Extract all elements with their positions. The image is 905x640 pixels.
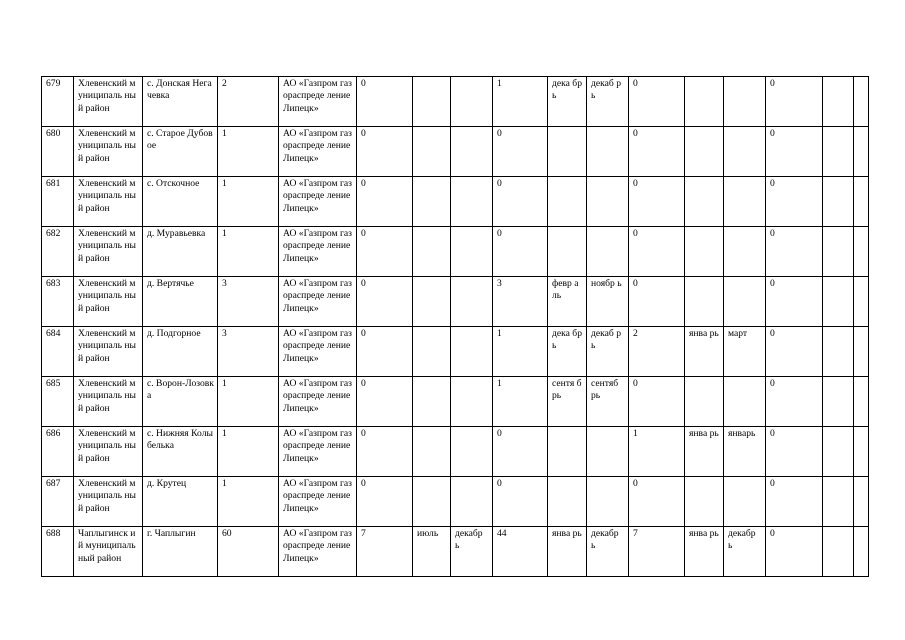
cell-number: 684 — [42, 327, 74, 377]
cell-value-1: 0 — [357, 427, 413, 477]
cell-value-4: 0 — [766, 127, 823, 177]
cell-value-4: 0 — [766, 177, 823, 227]
table-row — [42, 427, 869, 477]
cell-month-3-end — [724, 277, 766, 327]
cell-settlement: д. Вертячье — [143, 277, 218, 327]
cell-empty-2 — [854, 127, 869, 177]
cell-operator: АО «Газпром газораспреде ление Липецк» — [279, 427, 357, 477]
cell-value-4: 0 — [766, 77, 823, 127]
cell-count: 1 — [218, 177, 279, 227]
table-row — [42, 227, 869, 277]
cell-month-1-end — [451, 327, 493, 377]
cell-month-2-start — [548, 177, 587, 227]
cell-district: Хлевенский муниципаль ный район — [74, 227, 143, 277]
cell-value-1: 0 — [357, 477, 413, 527]
table-row — [42, 127, 869, 177]
cell-count: 1 — [218, 127, 279, 177]
cell-value-1: 7 — [357, 527, 413, 577]
cell-count: 2 — [218, 77, 279, 127]
cell-empty-1 — [823, 177, 854, 227]
cell-district: Хлевенский муниципаль ный район — [74, 427, 143, 477]
cell-month-1-end: декабр ь — [451, 527, 493, 577]
cell-month-2-end: декаб рь — [587, 327, 629, 377]
cell-settlement: д. Муравьевка — [143, 227, 218, 277]
cell-month-1-start — [413, 477, 451, 527]
cell-month-3-end: март — [724, 327, 766, 377]
cell-month-2-end: сентяб рь — [587, 377, 629, 427]
cell-district: Хлевенский муниципаль ный район — [74, 327, 143, 377]
cell-empty-1 — [823, 327, 854, 377]
cell-district: Хлевенский муниципаль ный район — [74, 377, 143, 427]
cell-empty-2 — [854, 277, 869, 327]
cell-month-1-start — [413, 327, 451, 377]
cell-month-1-start — [413, 77, 451, 127]
cell-settlement: г. Чаплыгин — [143, 527, 218, 577]
cell-operator: АО «Газпром газораспреде ление Липецк» — [279, 77, 357, 127]
cell-count: 1 — [218, 377, 279, 427]
cell-operator: АО «Газпром газораспреде ление Липецк» — [279, 527, 357, 577]
cell-empty-1 — [823, 527, 854, 577]
cell-value-3: 2 — [629, 327, 685, 377]
cell-district: Чаплыгинск ий муниципаль ный район — [74, 527, 143, 577]
cell-month-1-start: июль — [413, 527, 451, 577]
cell-district: Хлевенский муниципаль ный район — [74, 477, 143, 527]
cell-month-2-start: дека брь — [548, 77, 587, 127]
cell-value-2: 44 — [493, 527, 548, 577]
cell-value-1: 0 — [357, 327, 413, 377]
cell-number: 683 — [42, 277, 74, 327]
cell-month-1-end — [451, 77, 493, 127]
cell-month-2-start — [548, 227, 587, 277]
cell-value-4: 0 — [766, 427, 823, 477]
cell-month-3-end — [724, 477, 766, 527]
cell-count: 1 — [218, 227, 279, 277]
cell-district: Хлевенский муниципаль ный район — [74, 127, 143, 177]
cell-month-3-start: янва рь — [685, 327, 724, 377]
cell-empty-2 — [854, 227, 869, 277]
cell-empty-1 — [823, 127, 854, 177]
cell-value-3: 0 — [629, 127, 685, 177]
cell-month-2-start — [548, 127, 587, 177]
cell-operator: АО «Газпром газораспреде ление Липецк» — [279, 377, 357, 427]
cell-operator: АО «Газпром газораспреде ление Липецк» — [279, 227, 357, 277]
table-body — [42, 77, 869, 577]
cell-month-3-end — [724, 127, 766, 177]
cell-month-1-start — [413, 127, 451, 177]
cell-district: Хлевенский муниципаль ный район — [74, 277, 143, 327]
cell-month-2-end — [587, 177, 629, 227]
cell-value-1: 0 — [357, 177, 413, 227]
cell-number: 687 — [42, 477, 74, 527]
cell-number: 685 — [42, 377, 74, 427]
cell-month-2-start — [548, 427, 587, 477]
cell-value-4: 0 — [766, 377, 823, 427]
cell-value-3: 1 — [629, 427, 685, 477]
cell-value-2: 3 — [493, 277, 548, 327]
cell-month-3-start: янва рь — [685, 427, 724, 477]
cell-value-3: 0 — [629, 377, 685, 427]
cell-operator: АО «Газпром газораспреде ление Липецк» — [279, 327, 357, 377]
table-row — [42, 177, 869, 227]
cell-value-1: 0 — [357, 227, 413, 277]
cell-month-1-end — [451, 127, 493, 177]
cell-value-1: 0 — [357, 127, 413, 177]
cell-value-2: 0 — [493, 127, 548, 177]
cell-operator: АО «Газпром газораспреде ление Липецк» — [279, 127, 357, 177]
cell-number: 681 — [42, 177, 74, 227]
cell-value-3: 0 — [629, 227, 685, 277]
cell-month-2-end: ноябр ь — [587, 277, 629, 327]
cell-month-3-end — [724, 177, 766, 227]
cell-month-1-start — [413, 277, 451, 327]
cell-empty-2 — [854, 327, 869, 377]
cell-month-3-end — [724, 377, 766, 427]
cell-month-1-end — [451, 277, 493, 327]
cell-number: 680 — [42, 127, 74, 177]
cell-settlement: д. Крутец — [143, 477, 218, 527]
cell-count: 1 — [218, 477, 279, 527]
cell-number: 682 — [42, 227, 74, 277]
cell-month-3-end: январь — [724, 427, 766, 477]
cell-value-1: 0 — [357, 277, 413, 327]
cell-value-2: 0 — [493, 477, 548, 527]
cell-month-3-start — [685, 377, 724, 427]
cell-value-3: 0 — [629, 177, 685, 227]
cell-month-3-start: янва рь — [685, 527, 724, 577]
cell-empty-1 — [823, 277, 854, 327]
cell-empty-1 — [823, 377, 854, 427]
table-row — [42, 327, 869, 377]
cell-month-3-start — [685, 77, 724, 127]
cell-district: Хлевенский муниципаль ный район — [74, 177, 143, 227]
data-table — [41, 76, 869, 577]
table-row — [42, 277, 869, 327]
cell-month-2-end — [587, 127, 629, 177]
cell-month-3-end — [724, 227, 766, 277]
cell-value-2: 1 — [493, 77, 548, 127]
cell-count: 1 — [218, 427, 279, 477]
cell-operator: АО «Газпром газораспреде ление Липецк» — [279, 177, 357, 227]
cell-value-4: 0 — [766, 477, 823, 527]
cell-empty-1 — [823, 227, 854, 277]
cell-month-2-end: декаб рь — [587, 77, 629, 127]
cell-month-2-end: декабр ь — [587, 527, 629, 577]
cell-empty-2 — [854, 377, 869, 427]
cell-number: 688 — [42, 527, 74, 577]
cell-month-2-start: янва рь — [548, 527, 587, 577]
cell-value-3: 0 — [629, 477, 685, 527]
cell-month-1-start — [413, 177, 451, 227]
cell-month-1-start — [413, 227, 451, 277]
cell-district: Хлевенский муниципаль ный район — [74, 77, 143, 127]
cell-empty-1 — [823, 77, 854, 127]
cell-value-3: 7 — [629, 527, 685, 577]
cell-month-1-end — [451, 377, 493, 427]
cell-month-1-end — [451, 477, 493, 527]
cell-value-4: 0 — [766, 327, 823, 377]
cell-operator: АО «Газпром газораспреде ление Липецк» — [279, 277, 357, 327]
cell-value-2: 1 — [493, 327, 548, 377]
cell-count: 3 — [218, 327, 279, 377]
cell-settlement: с. Ворон-Лозовка — [143, 377, 218, 427]
cell-value-2: 1 — [493, 377, 548, 427]
cell-value-4: 0 — [766, 277, 823, 327]
cell-value-2: 0 — [493, 227, 548, 277]
cell-empty-2 — [854, 527, 869, 577]
cell-number: 679 — [42, 77, 74, 127]
cell-month-2-end — [587, 227, 629, 277]
cell-month-2-end — [587, 477, 629, 527]
cell-month-1-end — [451, 427, 493, 477]
cell-empty-2 — [854, 427, 869, 477]
cell-month-1-start — [413, 427, 451, 477]
cell-month-3-start — [685, 127, 724, 177]
table-row — [42, 77, 869, 127]
table-row — [42, 377, 869, 427]
cell-empty-1 — [823, 427, 854, 477]
cell-month-2-start: февр аль — [548, 277, 587, 327]
cell-value-1: 0 — [357, 377, 413, 427]
cell-month-3-start — [685, 477, 724, 527]
cell-value-1: 0 — [357, 77, 413, 127]
cell-month-2-start: дека брь — [548, 327, 587, 377]
cell-empty-2 — [854, 77, 869, 127]
cell-value-4: 0 — [766, 227, 823, 277]
cell-value-3: 0 — [629, 277, 685, 327]
cell-settlement: с. Отскочное — [143, 177, 218, 227]
cell-month-3-start — [685, 277, 724, 327]
cell-count: 60 — [218, 527, 279, 577]
cell-month-2-end — [587, 427, 629, 477]
table-row — [42, 477, 869, 527]
cell-month-2-start — [548, 477, 587, 527]
cell-empty-1 — [823, 477, 854, 527]
cell-operator: АО «Газпром газораспреде ление Липецк» — [279, 477, 357, 527]
cell-empty-2 — [854, 477, 869, 527]
cell-value-3: 0 — [629, 77, 685, 127]
cell-count: 3 — [218, 277, 279, 327]
cell-month-1-start — [413, 377, 451, 427]
cell-month-3-end — [724, 77, 766, 127]
cell-month-1-end — [451, 227, 493, 277]
cell-number: 686 — [42, 427, 74, 477]
cell-month-2-start: сентя брь — [548, 377, 587, 427]
cell-empty-2 — [854, 177, 869, 227]
cell-month-3-start — [685, 177, 724, 227]
cell-settlement: д. Подгорное — [143, 327, 218, 377]
cell-month-3-end: декабр ь — [724, 527, 766, 577]
cell-month-1-end — [451, 177, 493, 227]
table-row — [42, 527, 869, 577]
cell-settlement: с. Нижняя Колыбелька — [143, 427, 218, 477]
cell-value-2: 0 — [493, 177, 548, 227]
cell-settlement: с. Донская Негачевка — [143, 77, 218, 127]
cell-settlement: с. Старое Дубовое — [143, 127, 218, 177]
cell-value-2: 0 — [493, 427, 548, 477]
cell-month-3-start — [685, 227, 724, 277]
cell-value-4: 0 — [766, 527, 823, 577]
